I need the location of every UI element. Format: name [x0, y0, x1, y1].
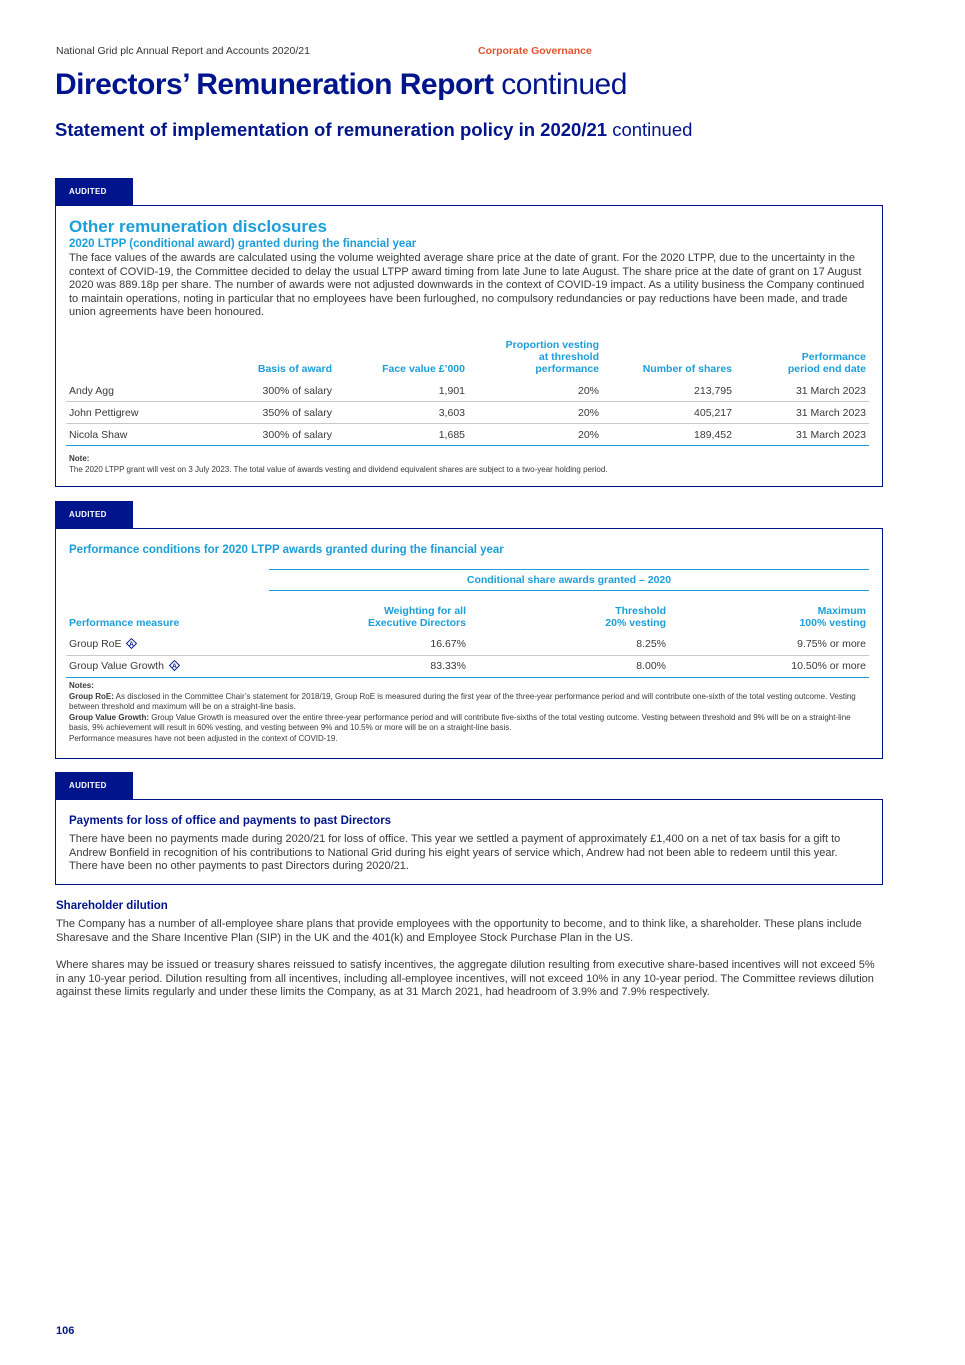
ltpp-note [69, 454, 869, 475]
ltpp-col-header: Performance period end date [787, 351, 866, 375]
table-cell: 10.50% or more [669, 655, 869, 677]
table-cell: 405,217 [602, 402, 735, 424]
ltpp-col-header: Number of shares [642, 363, 732, 375]
perf-col-header: Performance measure [69, 616, 180, 629]
ltpp-note-text: The 2020 LTPP grant will vest on 3 July 2023. The total value of awards vesting and dividend equivalent shares are subject to a two-year holding period. [69, 464, 608, 474]
ltpp-box [55, 205, 883, 487]
table-cell: 31 March 2023 [735, 380, 869, 402]
performance-heading: Performance conditions for 2020 LTPP awards granted during the financial year [69, 544, 504, 556]
table-cell: 1,901 [335, 380, 468, 402]
section-label: Corporate Governance [478, 45, 592, 57]
page-subtitle [55, 119, 692, 141]
performance-notes [69, 681, 859, 744]
conditional-awards-group-header: Conditional share awards granted – 2020 [269, 570, 869, 591]
audited-a-icon [169, 660, 180, 671]
table-row [66, 402, 869, 424]
audited-tag: AUDITED [55, 178, 133, 206]
perf-note2-text: Group Value Growth is measured over the entire three-year performance period and will contribute five-sixths of the total vesting outcome. Vesting between threshold and 9% will be on a straight-line basis, 9% achievement will result in 60% vesting, and vesting between 9% and 10.5% or more will be on a straight-line basis. [69, 712, 851, 732]
page-title-suffix: continued [501, 68, 627, 101]
table-cell: 31 March 2023 [735, 402, 869, 424]
performance-table [66, 569, 869, 678]
page-title [55, 68, 627, 102]
table-cell: 31 March 2023 [735, 424, 869, 446]
table-cell: 300% of salary [202, 424, 335, 446]
performance-measure: Group RoE A [66, 634, 269, 656]
table-cell: 20% [468, 424, 602, 446]
perf-note2-label: Group Value Growth: [69, 712, 150, 722]
table-cell: 9.75% or more [669, 634, 869, 656]
page-title-main: Directors’ Remuneration Report [55, 68, 494, 101]
svg-text:A: A [129, 640, 135, 648]
table-row [66, 424, 869, 446]
ltpp-col-header: Basis of award [257, 363, 332, 375]
ltpp-subheading: 2020 LTPP (conditional award) granted during the financial year [69, 238, 417, 250]
audited-tag: AUDITED [55, 501, 133, 529]
director-name: Andy Agg [66, 380, 202, 402]
ltpp-note-label: Note: [69, 454, 90, 463]
table-cell: 1,685 [335, 424, 468, 446]
table-cell: 16.67% [269, 634, 469, 656]
table-cell: 20% [468, 402, 602, 424]
loss-of-office-box [55, 799, 883, 885]
page-subtitle-main: Statement of implementation of remuneration policy in 2020/21 [55, 119, 608, 140]
table-cell: 20% [468, 380, 602, 402]
table-cell: 189,452 [602, 424, 735, 446]
perf-col-header: Weighting for all Executive Directors [367, 604, 466, 629]
table-row [66, 655, 869, 677]
table-cell: 3,603 [335, 402, 468, 424]
perf-col-header: Maximum 100% vesting [799, 604, 866, 629]
perf-note1-label: Group RoE: [69, 691, 114, 701]
ltpp-heading: Other remuneration disclosures [69, 217, 327, 236]
ltpp-col-header: Face value £’000 [382, 363, 465, 375]
director-name: Nicola Shaw [66, 424, 202, 446]
performance-box [55, 528, 883, 759]
page-number: 106 [56, 1325, 75, 1337]
table-cell: 213,795 [602, 380, 735, 402]
table-cell: 8.25% [469, 634, 669, 656]
loss-of-office-heading: Payments for loss of office and payments to past Directors [69, 815, 392, 827]
dilution-paragraph-2: Where shares may be issued or treasury shares reissued to satisfy incentives, the aggregate dilution resulting from executive share-based incentives will not exceed 5% in any 10-year period. Dilution resulting from all incentives, including all-employee incentives, will not exceed 10% in any 10-year period. The Committee reviews dilution against these limits regularly and under these limits the Company, as at 31 March 2021, had headroom of 3.9% and 7.9% respectively. [56, 959, 875, 999]
table-cell: 8.00% [469, 655, 669, 677]
page-subtitle-suffix: continued [612, 119, 693, 140]
table-cell: 300% of salary [202, 380, 335, 402]
loss-of-office-paragraph: There have been no payments made during 2020/21 for loss of office. This year we settled a payment of approximately £1,400 on a net of tax basis for a gift to Andrew Bonfield in recognition of his contributions to National Grid during his eight years of service which, Andrew had not been able to redeem until this year. There have been no other payments to past Directors during 2020/21. [69, 833, 841, 873]
table-row [66, 380, 869, 402]
director-name: John Pettigrew [66, 402, 202, 424]
dilution-heading: Shareholder dilution [56, 900, 168, 912]
perf-note3-text: Performance measures have not been adjusted in the context of COVID-19. [69, 733, 338, 743]
report-name: National Grid plc Annual Report and Accounts 2020/21 [56, 45, 310, 57]
audited-a-icon [126, 638, 137, 649]
dilution-paragraph-1: The Company has a number of all-employee share plans that provide employees with the opportunity to become, and to think like, a shareholder. These plans include Sharesave and the Share Incentive Plan (SIP) in the UK and the 401(k) and Employee Stock Purchase Plan in the US. [56, 918, 862, 944]
performance-measure: Group Value Growth A [66, 655, 269, 677]
table-cell: 83.33% [269, 655, 469, 677]
audited-tag: AUDITED [55, 772, 133, 800]
perf-note1-text: As disclosed in the Committee Chair’s statement for 2018/19, Group RoE is measured during the first year of the three-year performance period and will contribute one-sixth of the total vesting outcome. Vesting between threshold and maximum will be on a straight-line basis. [69, 691, 856, 711]
table-row [66, 634, 869, 656]
ltpp-paragraph: The face values of the awards are calculated using the volume weighted average share price at the date of grant. For the 2020 LTPP, due to the uncertainty in the context of COVID-19, the Committee decided to delay the usual LTPP award timing from late June to late August. The share price at the date of grant on 17 August 2020 was 889.18p per share. The number of awards were not adjusted downwards in the context of COVID-19 impact. As a utility business the Company continued to maintain operations, noting in particular that no employees have been furloughed, no compulsory redundancies or pay reductions have been made, and trade union agreements have been honoured. [69, 252, 865, 319]
perf-col-header: Threshold 20% vesting [605, 604, 666, 629]
svg-text:A: A [172, 662, 177, 670]
perf-notes-label: Notes: [69, 681, 94, 690]
table-cell: 350% of salary [202, 402, 335, 424]
ltpp-col-header: Proportion vesting at threshold performance [505, 339, 599, 375]
ltpp-table [66, 331, 869, 446]
